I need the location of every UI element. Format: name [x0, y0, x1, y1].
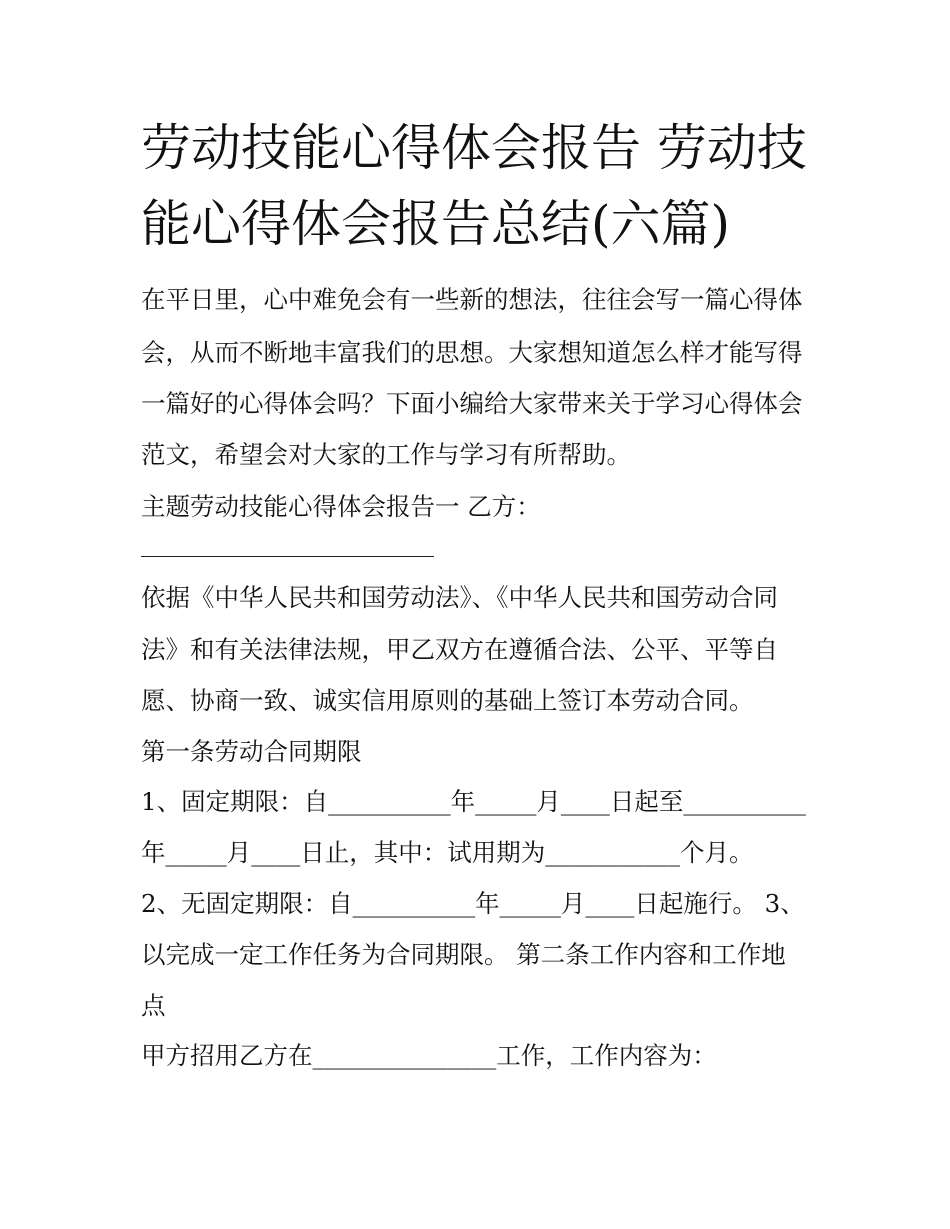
section-heading-1: 主题劳动技能心得体会报告一 乙方：	[141, 492, 541, 521]
contract-line-2: 法》和有关法律法规，甲乙双方在遵循合法、公平、平等自	[141, 635, 778, 664]
article-heading-1: 第一条劳动合同期限	[141, 737, 362, 766]
task-term-line-end: 点	[141, 991, 166, 1020]
work-content-line: 甲方招用乙方在_______________工作，工作内容为：	[141, 1041, 717, 1070]
intro-line-1: 在平日里，心中难免会有一些新的想法，往往会写一篇心得体	[141, 285, 803, 314]
contract-line-1: 依据《中华人民共和国劳动法》、《中华人民共和国劳动合同	[141, 583, 778, 612]
document-title-line-1: 劳动技能心得体会报告 劳动技	[141, 119, 807, 177]
fixed-term-line-2: 年_____月____日止，其中：试用期为___________个月。	[141, 838, 754, 867]
document-title-line-2: 能心得体会报告总结(六篇)	[141, 195, 731, 253]
intro-line-2: 会，从而不断地丰富我们的思想。大家想知道怎么样才能写得	[141, 338, 803, 367]
intro-line-3: 一篇好的心得体会吗？下面小编给大家带来关于学习心得体会	[141, 389, 803, 418]
open-term-line: 2、无固定期限：自__________年_____月____日起施行。 3、	[141, 889, 805, 918]
task-term-line: 以完成一定工作任务为合同期限。 第二条工作内容和工作地	[141, 940, 786, 969]
contract-line-3: 愿、协商一致、诚实信用原则的基础上签订本劳动合同。	[141, 686, 754, 715]
fixed-term-line-1: 1、固定期限：自__________年_____月____日起至__________	[141, 787, 806, 816]
signature-underline	[141, 556, 434, 557]
intro-line-4: 范文，希望会对大家的工作与学习有所帮助。	[141, 440, 631, 469]
